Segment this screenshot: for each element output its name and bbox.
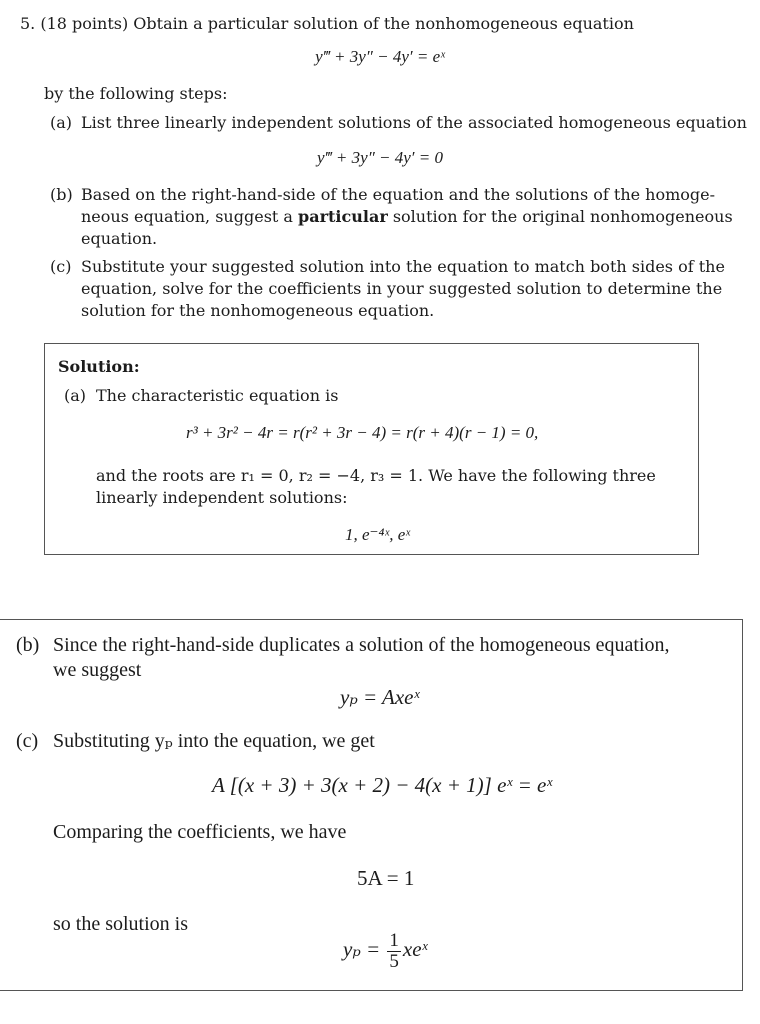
main-equation: y‴ + 3y″ − 4y′ = eˣ	[315, 47, 445, 66]
compare-text: Comparing the coefficients, we have	[53, 821, 347, 843]
final-solution-rhs: xeˣ	[402, 937, 428, 961]
roots-line2: linearly independent solutions:	[96, 488, 348, 507]
part-b-line2	[81, 206, 733, 227]
solution-a-text: The characteristic equation is	[96, 386, 339, 405]
part-b-line2-pre: neous equation, suggest a	[81, 207, 299, 226]
particular-guess: yₚ = Axeˣ	[340, 685, 420, 709]
part-a-label: (a)	[50, 113, 73, 132]
substituted-equation: A [(x + 3) + 3(x + 2) − 4(x + 1)] eˣ = eˣ	[212, 773, 553, 797]
problem-intro: by the following steps:	[44, 84, 228, 103]
coefficient-equation: 5A = 1	[357, 866, 415, 890]
final-solution-lhs: yₚ =	[343, 937, 381, 961]
solution-c-label: (c)	[16, 730, 39, 752]
part-c-line1: Substitute your suggested solution into the equation to match both sides of the	[81, 257, 725, 276]
part-a-text: List three linearly independent solutions of the associated homogeneous equation	[81, 113, 747, 132]
fraction-denominator: 5	[389, 950, 399, 972]
solution-b-label: (b)	[16, 634, 40, 656]
solution-a-label: (a)	[64, 386, 87, 405]
roots-line1: and the roots are r₁ = 0, r₂ = −4, r₃ = 1. We have the following three	[96, 466, 656, 485]
fraction-numerator: 1	[389, 929, 399, 951]
solution-b-line2: we suggest	[53, 659, 142, 681]
part-c-line2: equation, solve for the coefficients in your suggested solution to determine the	[81, 279, 723, 298]
final-solution	[343, 928, 427, 972]
part-c-line3: solution for the nonhomogeneous equation.	[81, 301, 435, 320]
part-c-label: (c)	[50, 257, 72, 276]
problem-heading: 5. (18 points) Obtain a particular solution of the nonhomogeneous equation	[20, 14, 634, 33]
part-b-bold-word: particular	[298, 207, 388, 226]
characteristic-equation: r³ + 3r² − 4r = r(r² + 3r − 4) = r(r + 4)(r − 1) = 0,	[186, 423, 539, 442]
part-b-label: (b)	[50, 185, 73, 204]
solution-b-line1: Since the right-hand-side duplicates a solution of the homogeneous equation,	[53, 634, 670, 656]
homogeneous-solutions: 1, e⁻⁴ˣ, eˣ	[345, 525, 411, 544]
so-text: so the solution is	[53, 913, 189, 935]
solution-title: Solution:	[58, 357, 140, 376]
part-b-line1: Based on the right-hand-side of the equation and the solutions of the homoge-	[81, 185, 716, 204]
solution-c-text: Substituting yₚ into the equation, we get	[53, 730, 375, 752]
part-b-line3: equation.	[81, 229, 158, 248]
solution-box-a	[44, 343, 699, 555]
fraction-one-fifth	[387, 931, 401, 972]
homogeneous-equation: y‴ + 3y″ − 4y′ = 0	[317, 148, 443, 167]
part-b-line2-post: solution for the original nonhomogeneous	[387, 207, 733, 226]
